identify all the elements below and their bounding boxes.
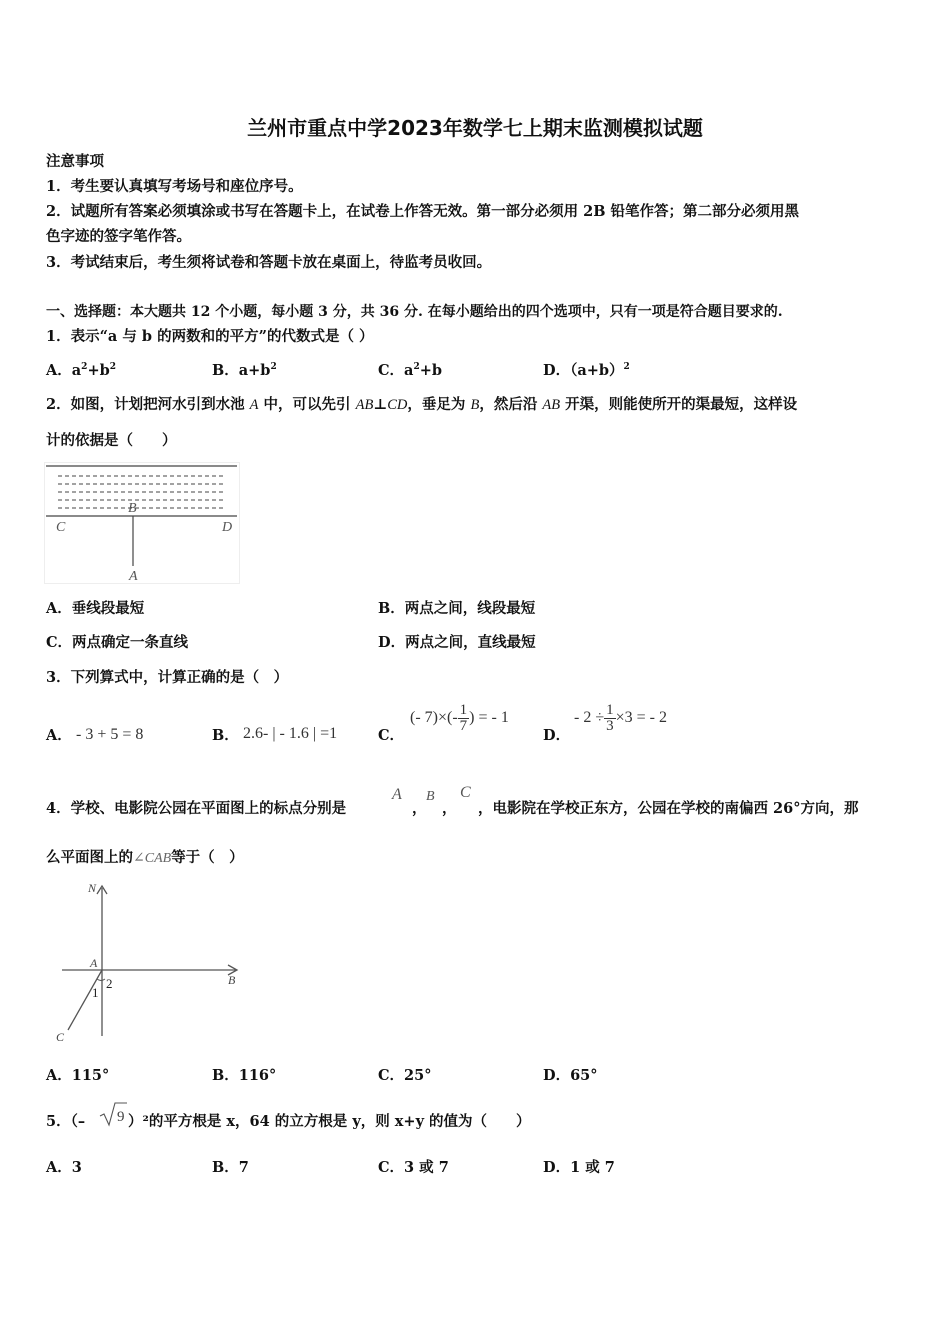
q1-option-d: D．$(a+b)^2$	[543, 362, 630, 379]
q4-option-a: A．115°	[46, 1067, 110, 1084]
section-heading: 一、选择题：本大题共 12 个小题，每小题 3 分，共 36 分. 在每小题给出的四个选项中，只有一项是符合题目要求的.	[46, 304, 783, 320]
q1-option-a: A．$a^2+b^2$	[46, 362, 116, 379]
direction-diagram	[50, 878, 250, 1048]
q3-option-c-label: C．	[378, 727, 405, 744]
q3-option-a-expr: - 3 + 5 = 8	[76, 726, 144, 743]
q4-comma: ，	[412, 800, 427, 817]
q5-option-c: C．3 或 7	[378, 1159, 449, 1176]
notice-item: 3．考试结束后，考生须将试卷和答题卡放在桌面上，待监考员收回。	[46, 254, 492, 271]
question-4-stem-line2: 么平面图上的∠CAB等于（ ）	[46, 849, 244, 866]
label-c: C	[56, 520, 66, 535]
q3-option-d-label: D．	[543, 727, 571, 744]
label-angle-2: 2	[106, 976, 113, 991]
q4-point-b: B	[426, 789, 435, 804]
notice-item: 色字迹的签字笔作答。	[46, 228, 191, 245]
q3-option-b-label: B．	[212, 727, 239, 744]
q4-option-d: D．65°	[543, 1067, 598, 1084]
notice-item: 2．试题所有答案必须填涂或书写在答题卡上，在试卷上作答无效。第一部分必须用 2B 铅笔作答；第二部分必须用黑	[46, 203, 800, 220]
q1-option-b: B．$a+b^2$	[212, 362, 277, 379]
radicand: 9	[117, 1109, 125, 1125]
question-4-stem-cont: ，电影院在学校正东方，公园在学校的南偏西 26°方向，那	[478, 800, 859, 817]
q3-option-a-label: A．	[46, 727, 72, 744]
label-a: A	[129, 569, 138, 584]
question-5-stem: 5．（–	[46, 1113, 86, 1130]
q1-option-c: C．$a^2+b$	[378, 362, 443, 379]
q3-option-d-expr: - 2 ÷ $\frac{1}{3}$ ×3 = - 2	[574, 702, 667, 734]
q4-option-c: C．25°	[378, 1067, 432, 1084]
q2-option-b: B．两点之间，线段最短	[378, 600, 536, 617]
question-1-stem: 1．表示“a 与 b 的两数和的平方”的代数式是（ ）	[46, 328, 374, 345]
q4-comma: ，	[442, 800, 457, 817]
q4-point-a: A	[392, 786, 402, 803]
label-angle-1: 1	[92, 985, 99, 1000]
question-2-stem-line2: 计的依据是（ ）	[46, 432, 177, 449]
q2-option-d: D．两点之间，直线最短	[378, 634, 536, 651]
label-d: D	[222, 520, 233, 535]
label-b: B	[228, 973, 236, 987]
label-b: B	[128, 501, 137, 516]
question-2-stem: 2．如图，计划把河水引到水池 A 中，可以先引 AB⊥CD，垂足为 B，然后沿 AB 开渠，则能使所开的渠最短，这样设	[46, 396, 798, 413]
q5-option-a: A．3	[46, 1159, 82, 1176]
q5-option-b: B．7	[212, 1159, 249, 1176]
label-c: C	[56, 1030, 65, 1044]
q3-option-c-expr: (- 7)×(- $\frac{1}{7}$ ) = - 1	[410, 702, 509, 734]
question-3-stem: 3．下列算式中，计算正确的是（ ）	[46, 669, 289, 686]
label-n: N	[88, 881, 97, 895]
q2-option-a: A．垂线段最短	[46, 600, 145, 617]
q4-option-b: B．116°	[212, 1067, 277, 1084]
label-a: A	[90, 956, 98, 970]
q5-option-d: D．1 或 7	[543, 1159, 615, 1176]
notice-heading: 注意事项	[46, 153, 104, 170]
question-4-stem: 4．学校、电影院公园在平面图上的标点分别是	[46, 800, 347, 817]
river-diagram	[44, 462, 240, 584]
notice-item: 1．考生要认真填写考场号和座位序号。	[46, 178, 303, 195]
q2-option-c: C．两点确定一条直线	[46, 634, 189, 651]
q3-option-b-expr: 2.6- | - 1.6 | =1	[243, 725, 338, 742]
page-title: 兰州市重点中学2023年数学七上期末监测模拟试题	[247, 116, 703, 140]
q4-point-c: C	[460, 784, 471, 801]
question-5-stem-cont: ）²的平方根是 x，64 的立方根是 y，则 x+y 的值为（ ）	[128, 1113, 531, 1130]
sqrt-symbol	[98, 1100, 128, 1128]
